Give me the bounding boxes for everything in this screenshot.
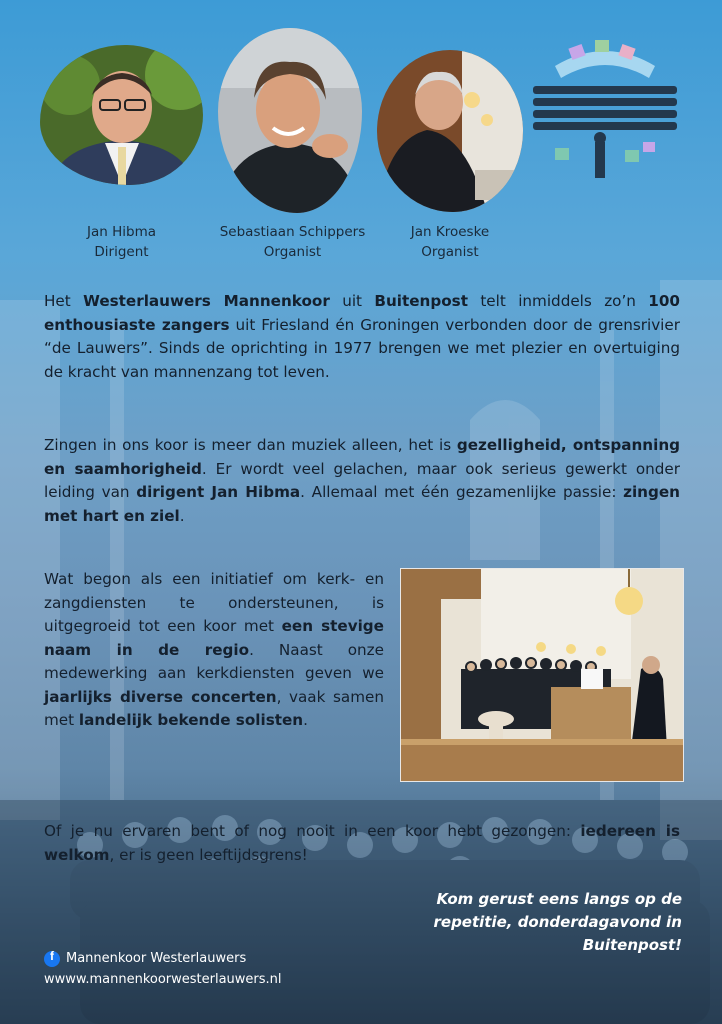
website-link[interactable]: wwww.mannenkoorwesterlauwers.nl <box>44 972 282 987</box>
person-role: Organist <box>421 244 479 260</box>
person-role: Organist <box>263 244 322 260</box>
church-choir-photo <box>400 568 684 782</box>
choir-logo <box>525 38 685 180</box>
closing-invitation: Kom gerust eens langs op de repetitie, donderdagavond in Buitenpost! <box>433 890 682 954</box>
person-name: Jan Hibma <box>87 224 156 240</box>
caption-jan-kroeske <box>377 222 523 262</box>
portrait-sebastiaan-schippers <box>218 28 362 213</box>
portrait-jan-kroeske <box>377 50 523 212</box>
person-name: Sebastiaan Schippers <box>219 224 366 240</box>
portrait-jan-hibma <box>40 45 203 185</box>
person-role: Dirigent <box>94 244 149 260</box>
footer <box>44 948 282 990</box>
intro-paragraph: Het Westerlauwers Mannenkoor uit Buitenpost telt inmiddels zo’n 100 enthousiaste zangers uit Friesland én Groningen verbonden door de grensrivier “de Lauwers”. Sinds de oprichting in 1977 brengen we met plezier en overtuiging de kracht van mannenzang tot leven. <box>44 292 680 381</box>
facebook-label: Mannenkoor Westerlauwers <box>66 951 247 966</box>
facebook-icon: f <box>44 951 60 967</box>
caption-jan-hibma <box>40 222 203 262</box>
singing-paragraph: Zingen in ons koor is meer dan muziek alleen, het is gezelligheid, ontspanning en saamhorigheid. Er wordt veel gelachen, maar ook serieus gewerkt onder leiding van dirigent Jan Hibma. Allemaal met één gezamenlijke passie: zingen met hart en ziel. <box>44 436 680 525</box>
history-paragraph: Wat begon als een initiatief om kerk- en zangdiensten te ondersteunen, is uitgegroeid tot een koor met een stevige naam in de regio. Naast onze medewerking aan kerkdiensten geven we jaarlijks diverse concerten, vaak samen met landelijk bekende solisten. <box>44 570 384 729</box>
caption-sebastiaan-schippers <box>205 222 380 262</box>
facebook-link[interactable] <box>44 948 282 969</box>
person-name: Jan Kroeske <box>410 224 490 240</box>
welcome-paragraph: Of je nu ervaren bent of nog nooit in een koor hebt gezongen: iedereen is welkom, er is geen leeftijdsgrens! <box>44 822 680 864</box>
